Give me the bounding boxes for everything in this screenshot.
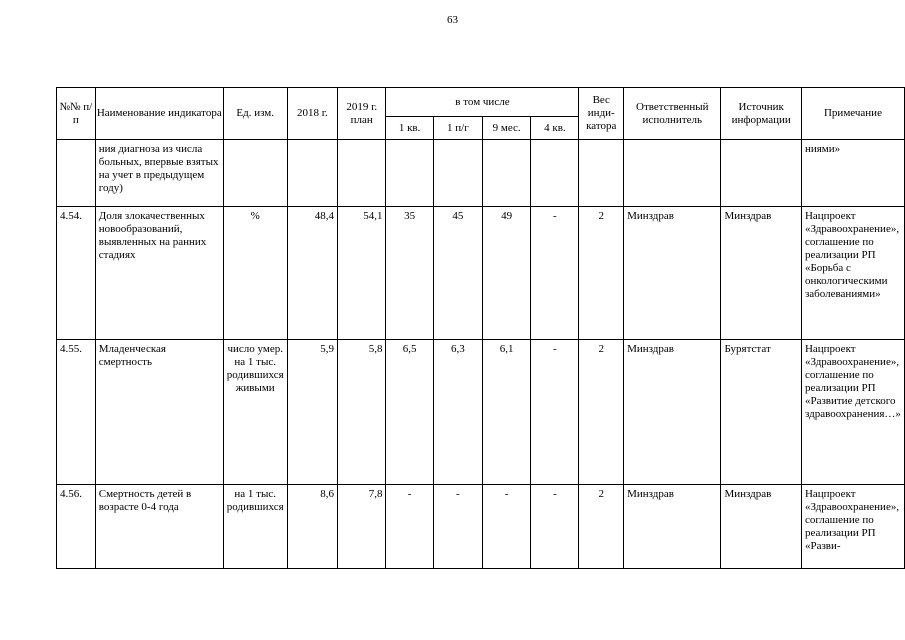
cell-q4	[531, 140, 579, 207]
header-row	[57, 88, 905, 117]
header-executor: Ответственный исполнитель	[624, 88, 721, 140]
cell-q1: 35	[386, 207, 433, 340]
header-num: №№ п/п	[57, 88, 96, 140]
cell-source: Минздрав	[721, 207, 801, 340]
table-row	[57, 485, 905, 569]
cell-source: Бурятстат	[721, 340, 801, 485]
header-unit: Ед. изм.	[223, 88, 287, 140]
table-row	[57, 207, 905, 340]
cell-unit: %	[223, 207, 287, 340]
cell-q4: -	[531, 340, 579, 485]
cell-m9: -	[483, 485, 531, 569]
cell-name: Доля злокачественных новообразований, выявленных на ранних стадиях	[95, 207, 223, 340]
cell-source	[721, 140, 801, 207]
cell-weight: 2	[579, 485, 624, 569]
cell-weight: 2	[579, 340, 624, 485]
header-q1: 1 кв.	[386, 117, 433, 140]
cell-2019: 54,1	[338, 207, 386, 340]
table-row	[57, 340, 905, 485]
cell-h1	[433, 140, 482, 207]
cell-2018: 8,6	[287, 485, 337, 569]
header-2019: 2019 г. план	[338, 88, 386, 140]
table-row	[57, 140, 905, 207]
indicator-table	[56, 87, 905, 569]
cell-note: Нацпроект «Здравоохранение», соглашение по реализации РП «Разви-	[801, 485, 904, 569]
cell-name: Смертность детей в возрасте 0-4 года	[95, 485, 223, 569]
cell-q1	[386, 140, 433, 207]
cell-name: ния диагноза из числа больных, впервые взятых на учет в предыдущем году)	[95, 140, 223, 207]
cell-num: 4.55.	[57, 340, 96, 485]
header-source: Источник информации	[721, 88, 801, 140]
cell-2019: 7,8	[338, 485, 386, 569]
cell-2018: 48,4	[287, 207, 337, 340]
cell-num	[57, 140, 96, 207]
cell-note: ниями»	[801, 140, 904, 207]
cell-q1: -	[386, 485, 433, 569]
cell-weight: 2	[579, 207, 624, 340]
cell-num: 4.54.	[57, 207, 96, 340]
cell-executor	[624, 140, 721, 207]
cell-executor: Минздрав	[624, 485, 721, 569]
cell-h1: 6,3	[433, 340, 482, 485]
cell-h1: 45	[433, 207, 482, 340]
cell-num: 4.56.	[57, 485, 96, 569]
cell-note: Нацпроект «Здравоохранение», соглашение по реализации РП «Развитие детского здравоохранения…»	[801, 340, 904, 485]
cell-q1: 6,5	[386, 340, 433, 485]
cell-2019	[338, 140, 386, 207]
header-h1: 1 п/г	[433, 117, 482, 140]
cell-note: Нацпроект «Здравоохранение», соглашение по реализации РП «Борьба с онкологическими заболеваниями»	[801, 207, 904, 340]
cell-unit: на 1 тыс. родившихся	[223, 485, 287, 569]
cell-2018: 5,9	[287, 340, 337, 485]
header-weight: Вес инди-катора	[579, 88, 624, 140]
cell-unit: число умер. на 1 тыс. родившихся живыми	[223, 340, 287, 485]
cell-weight	[579, 140, 624, 207]
header-q4: 4 кв.	[531, 117, 579, 140]
header-name: Наименование индикатора	[95, 88, 223, 140]
cell-q4: -	[531, 485, 579, 569]
cell-q4: -	[531, 207, 579, 340]
cell-m9: 6,1	[483, 340, 531, 485]
header-2018: 2018 г.	[287, 88, 337, 140]
cell-name: Младенческая смертность	[95, 340, 223, 485]
cell-m9: 49	[483, 207, 531, 340]
cell-unit	[223, 140, 287, 207]
cell-m9	[483, 140, 531, 207]
cell-executor: Минздрав	[624, 207, 721, 340]
header-including: в том числе	[386, 88, 579, 117]
cell-2018	[287, 140, 337, 207]
cell-executor: Минздрав	[624, 340, 721, 485]
page-number: 63	[447, 14, 458, 26]
cell-source: Минздрав	[721, 485, 801, 569]
header-m9: 9 мес.	[483, 117, 531, 140]
cell-h1: -	[433, 485, 482, 569]
header-note: Примечание	[801, 88, 904, 140]
cell-2019: 5,8	[338, 340, 386, 485]
